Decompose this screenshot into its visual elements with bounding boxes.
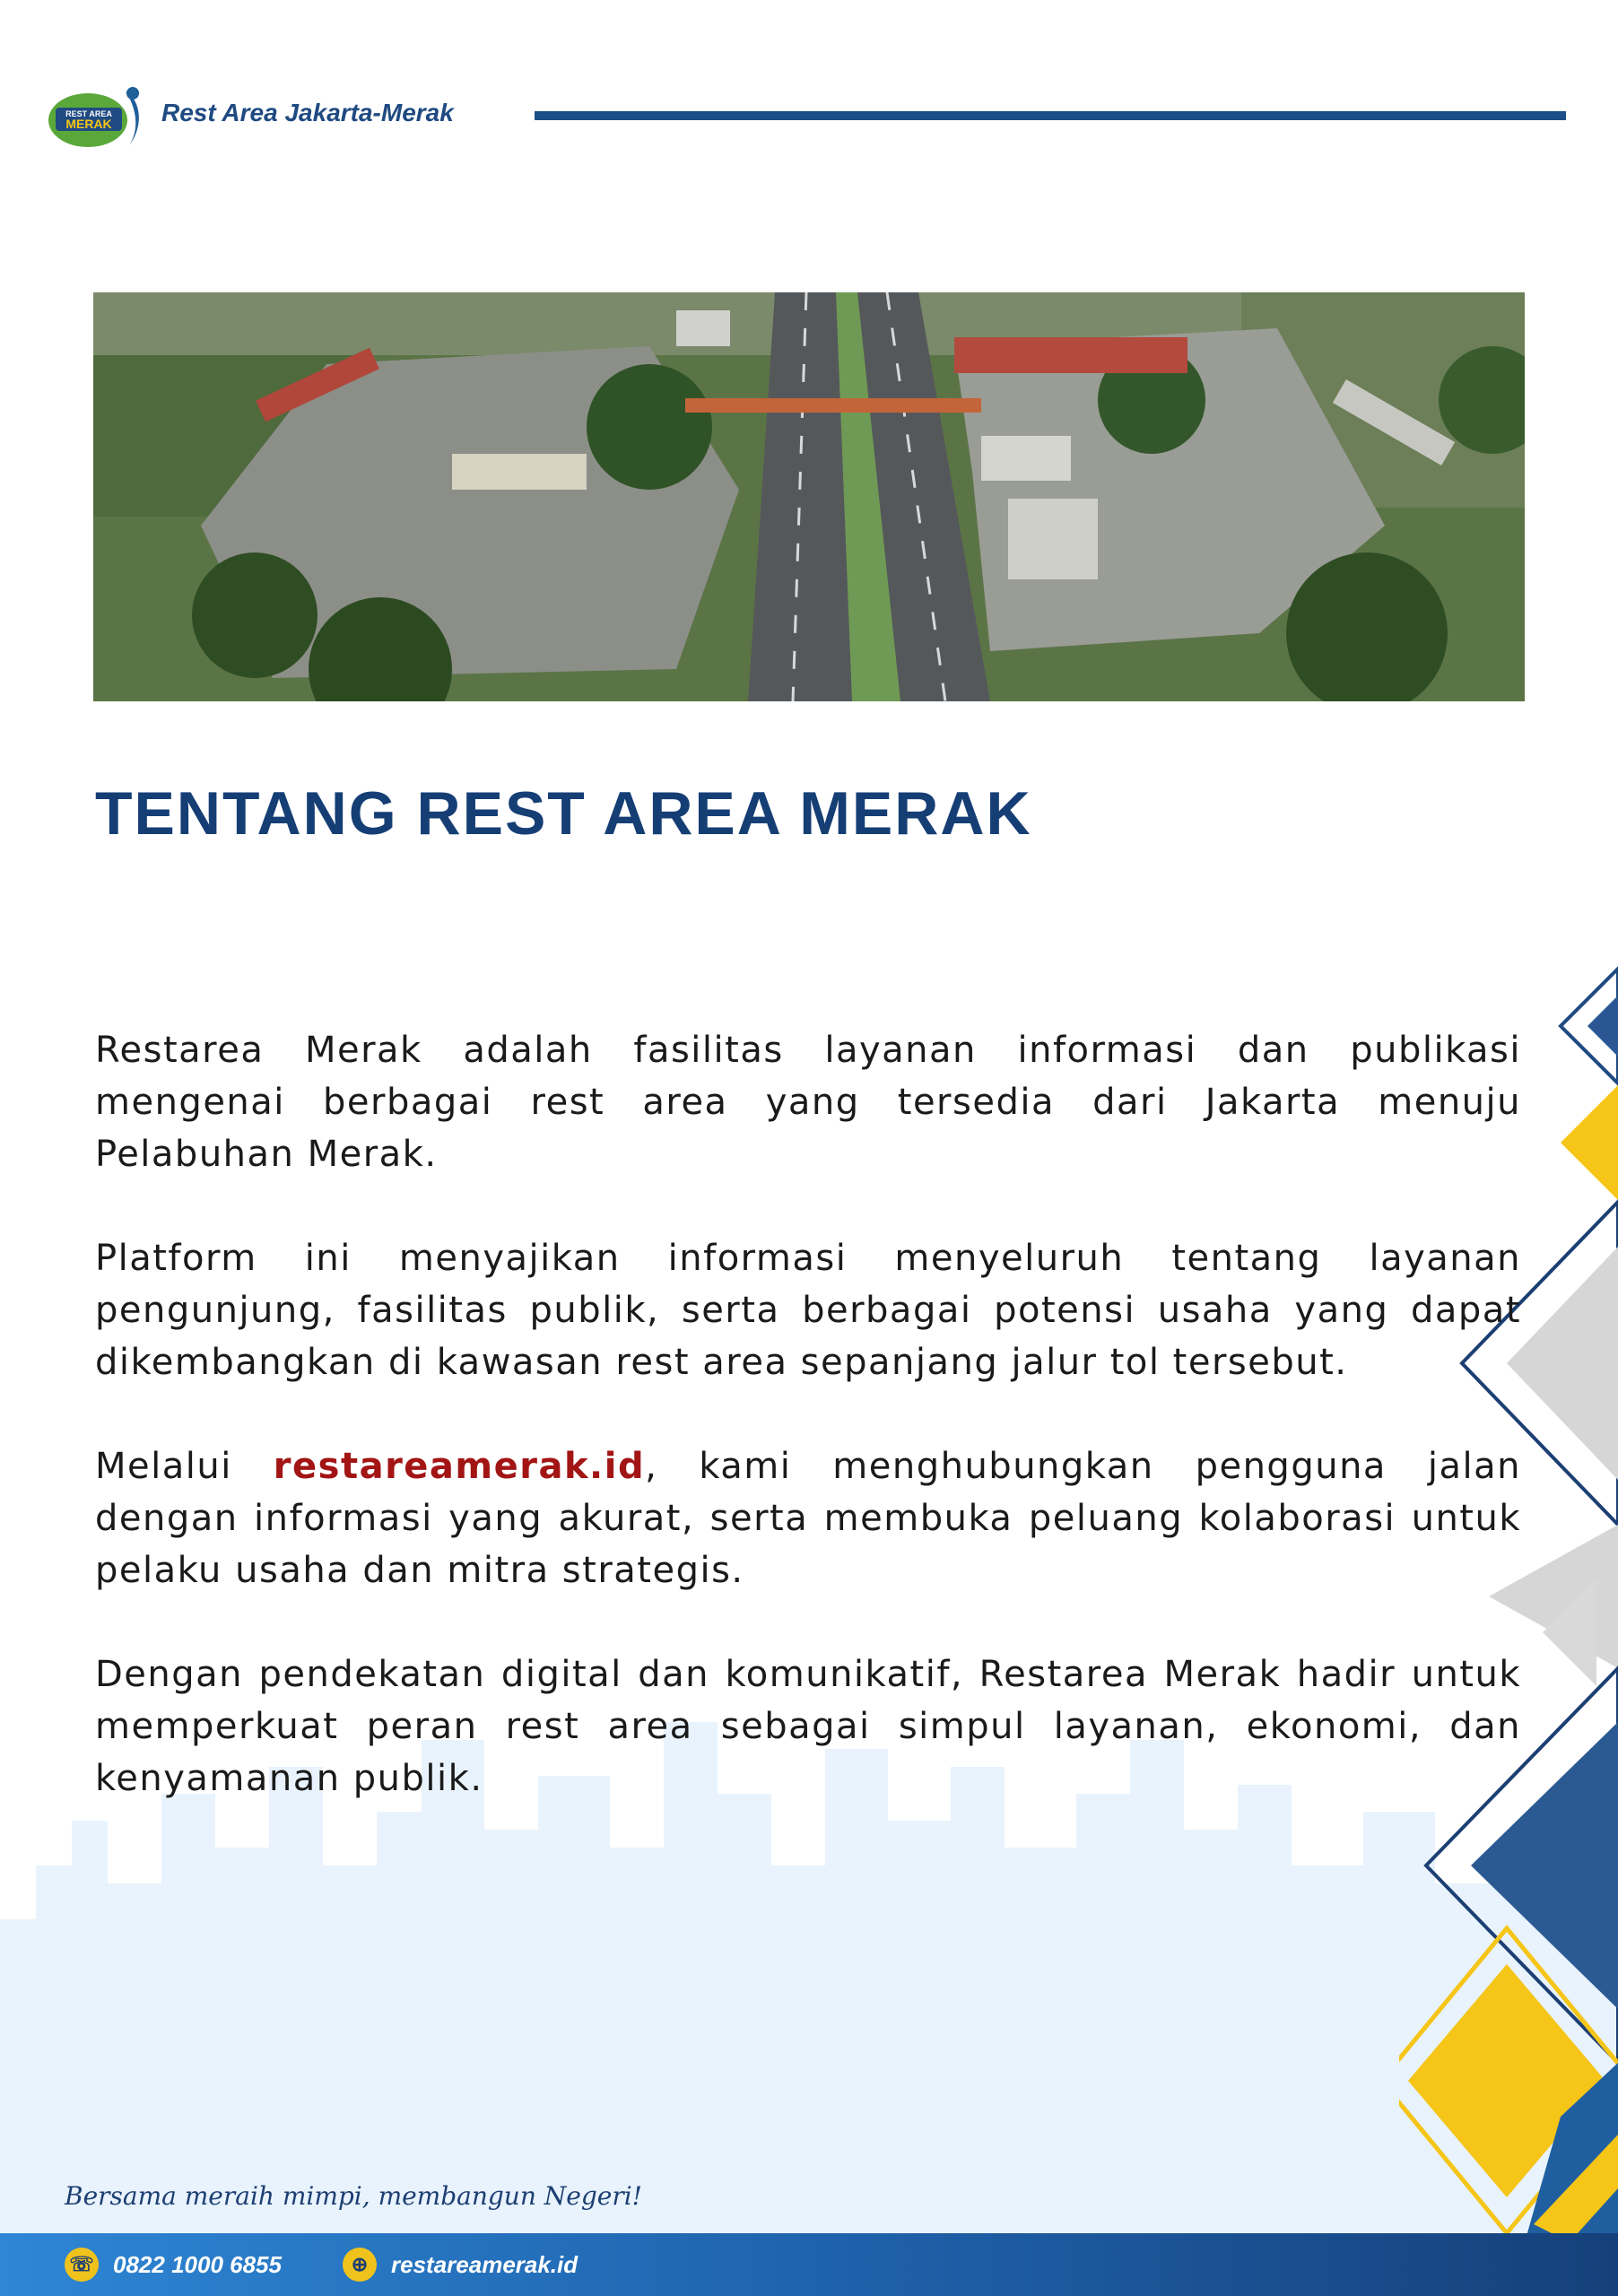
paragraph-intro: Restarea Merak adalah fasilitas layanan informasi dan publikasi mengenai berbagai rest area yang tersedia dari Jakarta menuju Pelabuhan Merak. (95, 1030, 1521, 1175)
footer-website[interactable] (343, 2248, 578, 2282)
paragraph-website-rest: , kami menghubungkan pengguna jalan dengan informasi yang akurat, serta membuka peluang kolaborasi untuk pelaku usaha dan mitra strategis. (95, 1446, 1521, 1591)
brand-label: Rest Area Jakarta-Merak (161, 99, 454, 126)
phone-icon: ☏ (65, 2248, 99, 2282)
header-divider (535, 111, 1566, 120)
aerial-photo-icon (93, 292, 1525, 701)
brand-logo (43, 74, 151, 163)
footer-phone[interactable] (65, 2248, 282, 2282)
website-link[interactable]: restareamerak.id (273, 1446, 646, 1487)
logo-text-top: REST AREA (65, 109, 112, 118)
footer-phone-number: 0822 1000 6855 (113, 2250, 282, 2278)
logo-text-main: MERAK (65, 117, 112, 131)
hero-aerial-photo (93, 292, 1525, 701)
globe-icon: ⊕ (343, 2248, 377, 2282)
paragraph-platform: Platform ini menyajikan informasi menyeluruh tentang layanan pengunjung, fasilitas publik, serta berbagai potensi usaha yang dapat dikembangkan di kawasan rest area sepanjang jalur tol tersebut. (95, 1238, 1521, 1383)
footer-website-url: restareamerak.id (391, 2250, 578, 2278)
paragraph-website-lead: Melalui (95, 1446, 274, 1487)
about-content (95, 1024, 1521, 1857)
paragraph-closing: Dengan pendekatan digital dan komunikatif, Restarea Merak hadir untuk memperkuat peran rest area sebagai simpul layanan, ekonomi, dan kenyamanan publik. (95, 1654, 1521, 1799)
footer-tagline: Bersama meraih mimpi, membangun Negeri! (65, 2181, 642, 2211)
paragraph-website (95, 1440, 1521, 1596)
page-title: TENTANG REST AREA MERAK (95, 779, 1032, 848)
